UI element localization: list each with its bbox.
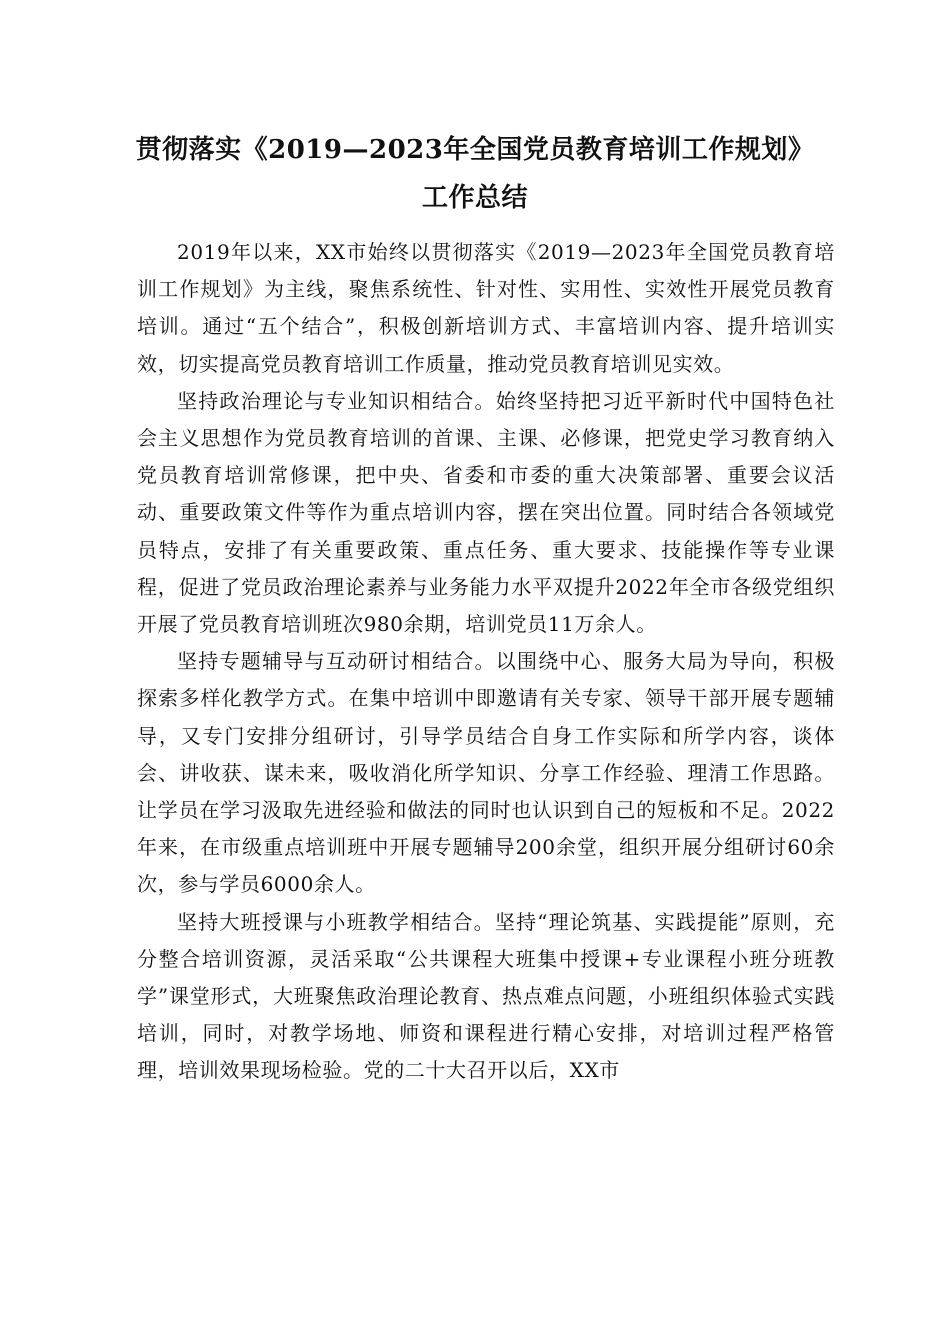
document-title: 贯彻落实《2019—2023年全国党员教育培训工作规划》	[135, 135, 815, 165]
document-title-line2: 工作总结	[421, 183, 528, 213]
document-body	[137, 234, 835, 1090]
paragraph-large-small-class: 坚持大班授课与小班教学相结合。坚持“理论筑基、实践提能”原则，充分整合培训资源，灵活采取“公共课程大班集中授课+专业课程小班分班教学”课堂形式，大班聚焦政治理论教育、热点难点问题，小班组织体验式实践培训，同时，对教学场地、师资和课程进行精心安排，对培训过程严格管理，培训效果现场检验。党的二十大召开以后，XX市	[137, 909, 835, 1083]
paragraph-theory-knowledge: 坚持政治理论与专业知识相结合。始终坚持把习近平新时代中国特色社会主义思想作为党员教育培训的首课、主课、必修课，把党史学习教育纳入党员教育培训常修课，把中央、省委和市委的重大决策部署、重要会议活动、重要政策文件等作为重点培训内容，摆在突出位置。同时结合各领域党员特点，安排了有关重要政策、重点任务、重大要求、技能操作等专业课程，促进了党员政治理论素养与业务能力水平双提升2022年全市各级党组织开展了党员教育培训班次980余期，培训党员11万余人。	[137, 388, 835, 637]
paragraph-lecture-discussion: 坚持专题辅导与互动研讨相结合。以围绕中心、服务大局为导向，积极探索多样化教学方式。在集中培训中即邀请有关专家、领导干部开展专题辅导，又专门安排分组研讨，引导学员结合自身工作实际和所学内容，谈体会、讲收获、谋未来，吸收消化所学知识、分享工作经验、理清工作思路。让学员在学习汲取先进经验和做法的同时也认识到自己的短板和不足。2022年来，在市级重点培训班中开展专题辅导200余堂，组织开展分组研讨60余次，参与学员6000余人。	[137, 649, 835, 897]
paragraph-intro: 2019年以来，XX市始终以贯彻落实《2019—2023年全国党员教育培训工作规划》为主线，聚焦系统性、针对性、实用性、实效性开展党员教育培训。通过“五个结合”，积极创新培训方式、丰富培训内容、提升培训实效，切实提高党员教育培训工作质量，推动党员教育培训见实效。	[137, 240, 835, 376]
